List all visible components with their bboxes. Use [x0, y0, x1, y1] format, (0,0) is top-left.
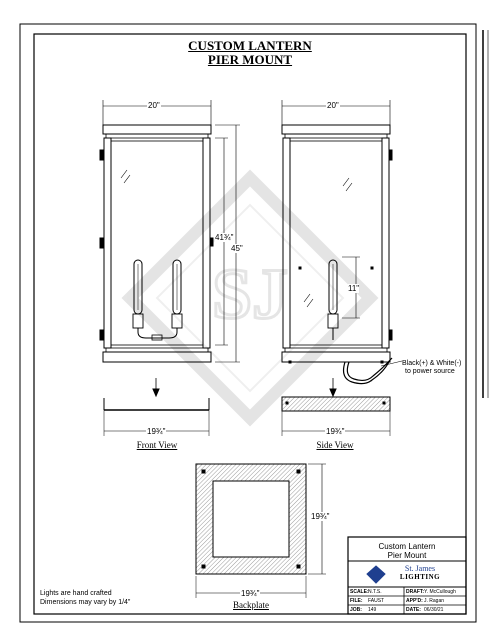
drawing-title — [150, 39, 350, 67]
footer-note-line-1: Lights are hand crafted — [40, 590, 112, 597]
front-width-label: 20" — [148, 101, 160, 110]
footer-note-line-2: Dimensions may vary by 1/4" — [40, 599, 131, 606]
backplate-caption: Backplate — [233, 600, 269, 610]
wiring-note-line-2: to power source — [405, 368, 455, 375]
candle-height-label: 11" — [348, 284, 360, 293]
company-logo-icon — [367, 566, 385, 583]
tb-company-line-2: LIGHTING — [399, 573, 441, 581]
tb-project — [348, 542, 466, 560]
tb-appd-value: J. Ragan — [424, 598, 445, 604]
tb-scale-value: N.T.S. — [368, 589, 382, 595]
tb-job-label: JOB: — [350, 607, 362, 613]
tb-scale-label: SCALE: — [350, 589, 369, 595]
watermark-logo — [130, 178, 370, 418]
wiring-leader — [380, 358, 404, 368]
backplate-height-label: 19¾" — [311, 512, 330, 521]
tb-draft-label: DRAFT: — [406, 589, 425, 595]
wiring-note-line-1: Black(+) & White(-) — [402, 360, 462, 367]
tb-date-label: DATE: — [406, 607, 421, 613]
front-view-caption: Front View — [136, 440, 178, 450]
side-base-width-label: 19¾" — [326, 427, 345, 436]
backplate-width-label: 19¾" — [241, 589, 260, 598]
title-line-2: PIER MOUNT — [207, 52, 293, 67]
tb-company — [390, 564, 450, 582]
tb-file-label: FILE: — [350, 598, 363, 604]
tb-file-value: FAUST — [368, 598, 385, 604]
svg-text:SJ: SJ — [211, 254, 289, 334]
tb-job-value: 149 — [368, 607, 377, 613]
tb-company-line-1: St. James — [404, 564, 436, 573]
tb-date-value: 06/30/21 — [424, 607, 444, 613]
tb-appd-label: APP'D: — [406, 598, 423, 604]
side-view-caption: Side View — [316, 440, 354, 450]
title-line-1: CUSTOM LANTERN — [188, 38, 312, 53]
tb-project-line-2: Pier Mount — [387, 551, 427, 560]
wiring-note — [402, 360, 461, 376]
backplate-drawing — [196, 464, 326, 598]
front-height-inner-label: 41¾" — [215, 233, 234, 242]
side-width-label: 20" — [327, 101, 339, 110]
front-base-width-label: 19¾" — [147, 427, 166, 436]
side-view-lantern — [282, 100, 392, 436]
tb-project-line-1: Custom Lantern — [378, 542, 436, 551]
footer-note — [40, 589, 130, 607]
tb-draft-value: Y. McCullough — [424, 589, 456, 595]
front-height-outer-label: 45" — [231, 244, 243, 253]
